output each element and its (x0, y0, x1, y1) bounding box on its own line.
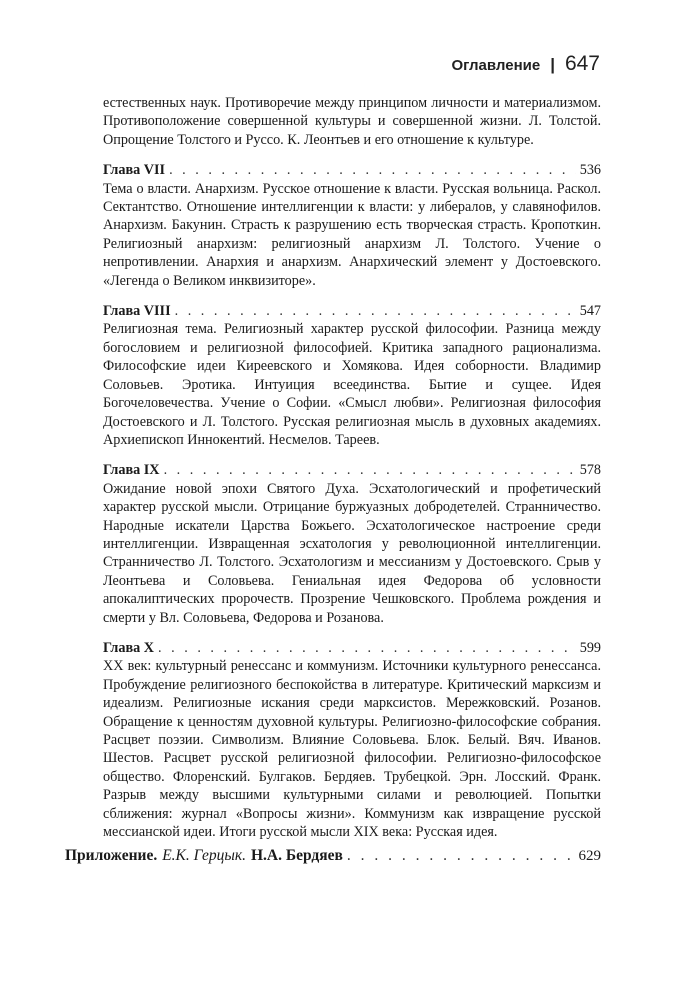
chapter-title: Глава VIII (103, 303, 171, 320)
toc-entry-appendix[interactable] (65, 846, 601, 866)
chapter-summary: Тема о власти. Анархизм. Русское отношение к власти. Русская вольница. Раскол. Сектантство. Отношение интеллигенции к власти: у либералов, у славянофилов. Анархизм. Бакунин. Страсть к разрушению есть творческая страсть. Кропоткин. Религиозный анархизм: религиозный анархизм Л. Толстого. Учение о непротивлении. Анархия и анархизм. Анархический элемент у Достоевского. «Легенда о Великом инквизиторе». (103, 180, 601, 289)
chapter-summary: XX век: культурный ренессанс и коммунизм. Источники культурного ренессанса. Пробуждение религиозного беспокойства в литературе. Критический марксизм и идеализм. Религиозные искания среди марксистов. Мережковский. Розанов. Обращение к ценностям духовной культуры. Религиозно-философские собрания. Расцвет поэзии. Символизм. Влияние Соловьева. Блок. Белый. Вяч. Иванов. Шестов. Расцвет русской религиозной философии. Религиозно-философское общество. Флоренский. Булгаков. Бердяев. Трубецкой. Эрн. Лосский. Франк. Разрыв между высшими культурными силами и революцией. Попытки сближения: журнал «Вопросы жизни». Коммунизм как извращение русской мессианской идеи. Итоги русской мысли XIX века: Русская идея. (103, 658, 601, 841)
page-number: 647 (564, 52, 600, 75)
appendix-subject: Н.А. Бердяев (250, 847, 343, 864)
chapter-page-number: 599 (579, 639, 601, 656)
chapter-summary: Религиозная тема. Религиозный характер русской философии. Разница между богословием и религиозной философией. Критика западного рационализма. Философские идеи Киреевского и Хомякова. Идея соборности. Владимир Соловьев. Эротика. Интуиция всеединства. Бытие и сущее. Идея Богочеловечества. Учение о Софии. «Смысл любви». Религиозная философия Достоевского и Л. Толстого. Русская религиозная мысль в духовных академиях. Архиепископ Иннокентий. Несмелов. Тареев. (103, 321, 601, 448)
dot-leader (164, 461, 576, 479)
toc-entry-chapter-vii[interactable] (103, 161, 601, 290)
toc-entry-chapter-viii[interactable] (103, 302, 601, 449)
chapter-heading-line (103, 639, 601, 657)
chapter-page-number: 578 (579, 462, 601, 479)
chapter-heading-line (103, 302, 601, 320)
chapter-page-number: 536 (579, 162, 601, 179)
dot-leader (347, 846, 575, 866)
chapter-title: Глава VII (103, 162, 166, 179)
chapter-page-number: 547 (579, 303, 601, 320)
appendix-author: Е.К. Герцык. (162, 847, 246, 864)
toc-entry-chapter-x[interactable] (103, 639, 601, 841)
running-head-title: Оглавление (451, 57, 541, 74)
intro-text: естественных наук. Противоречие между принципом личности и материализмом. Противоположение совершенной культуры и совершенной жизни. Л. Толстой. Опрощение Толстого и Руссо. К. Леонтьев и его отношение к культуре. (103, 95, 601, 148)
appendix-page-number: 629 (578, 848, 601, 864)
chapter-vi-summary-continuation (103, 94, 601, 149)
chapter-summary: Ожидание новой эпохи Святого Духа. Эсхатологический и профетический характер русской мысли. Отрицание буржуазных добродетелей. Странничество. Народные искатели Царства Божьего. Эсхатологическое настроение среди интеллигенции. Извращенная эсхатология у революционной интеллигенции. Странничество Л. Толстого. Эсхатологизм и мессианизм у Достоевского. Срыв у Леонтьева и Соловьева. Гениальная идея Федорова об условности апокалиптических пророчеств. Прозрение Чешковского. Проблема рождения и смерти у Вл. Соловьева, Федорова и Розанова. (103, 480, 601, 626)
chapter-title: Глава X (103, 639, 155, 656)
dot-leader (175, 302, 576, 320)
dot-leader (158, 639, 576, 657)
chapter-title: Глава IX (103, 462, 160, 479)
running-head (451, 52, 600, 76)
toc-entry-chapter-ix[interactable] (103, 461, 601, 627)
appendix-label: Приложение. (65, 847, 158, 864)
chapter-heading-line (103, 461, 601, 479)
dot-leader (169, 161, 576, 179)
chapter-heading-line (103, 161, 601, 179)
toc-content (103, 94, 601, 841)
running-head-separator: | (550, 55, 555, 74)
